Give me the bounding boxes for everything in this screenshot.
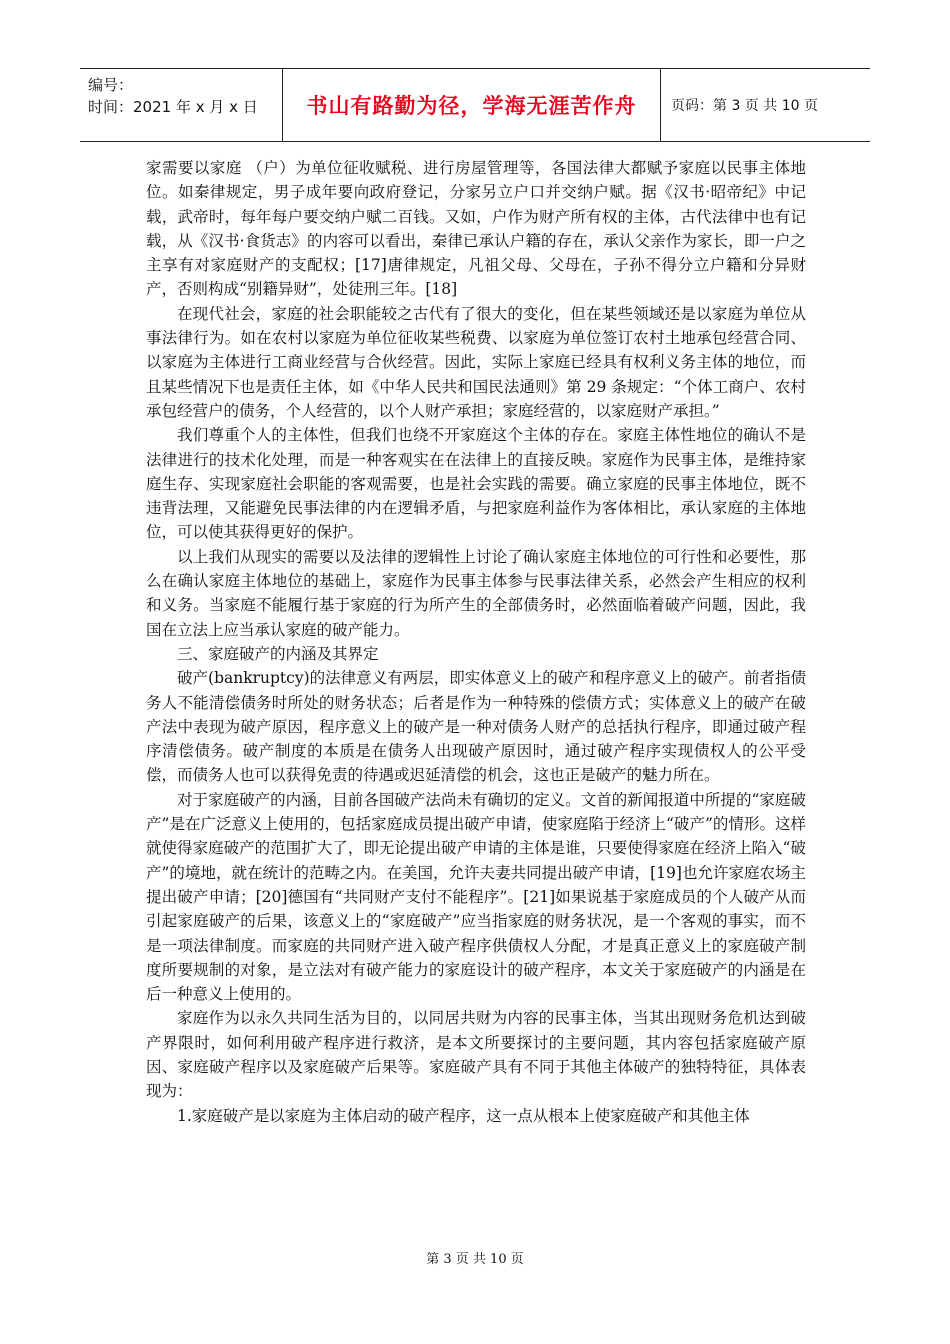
paragraph: 破产(bankruptcy)的法律意义有两层，即实体意义上的破产和程序意义上的破产。前者指债务人不能清偿债务时所处的财务状态；后者是作为一种特殊的偿债方式；实体意义上的破产在破产法中表现为破产原因，程序意义上的破产是一种对债务人财产的总括执行程序，即通过破产程序清偿债务。破产制度的本质是在债务人出现破产原因时，通过破产程序实现债权人的公平受偿，而债务人也可以获得免责的待遇或迟延清偿的机会，这也正是破产的魅力所在。 [146,669,806,785]
header-motto: 书山有路勤为径，学海无涯苦作舟 [283,69,661,141]
paragraph: 在现代社会，家庭的社会职能较之古代有了很大的变化，但在某些领域还是以家庭为单位从事法律行为。如在农村以家庭为单位征收某些税费、以家庭为单位签订农村土地承包经营合同、以家庭为主体进行工商业经营与合伙经营。因此，实际上家庭已经具有权利义务主体的地位，而且某些情况下也是责任主体，如《中华人民共和国民法通则》第 29 条规定：“个体工商户、农村承包经营户的债务，个人经营的，以个人财产承担；家庭经营的，以家庭财产承担。” [146,304,806,420]
page-header [80,68,870,142]
section-heading: 三、家庭破产的内涵及其界定 [177,644,379,663]
page-footer: 第 3 页 共 10 页 [426,1252,524,1267]
paragraph: 1.家庭破产是以家庭为主体启动的破产程序，这一点从根本上使家庭破产和其他主体 [177,1106,750,1125]
paragraph: 家庭作为以永久共同生活为目的，以同居共财为内容的民事主体，当其出现财务危机达到破产界限时，如何利用破产程序进行救济，是本文所要探讨的主要问题，其内容包括家庭破产原因、家庭破产程序以及家庭破产后果等。家庭破产具有不同于其他主体破产的独特特征，具体表现为： [146,1009,806,1101]
doc-date-label: 时间：2021 年 x 月 x 日 [88,98,258,116]
paragraph: 对于家庭破产的内涵，目前各国破产法尚未有确切的定义。文首的新闻报道中所提的“家庭破产”是在广泛意义上使用的，包括家庭成员提出破产申请，使家庭陷于经济上“破产”的情形。这样就使得家庭破产的范围扩大了，即无论提出破产申请的主体是谁，只要使得家庭在经济上陷入“破产”的境地，就在统计的范畴之内。在美国，允许夫妻共同提出破产申请，[19]也允许家庭农场主提出破产申请；[20]德国有“共同财产支付不能程序”。[21]如果说基于家庭成员的个人破产从而引起家庭破产的后果，该意义上的“家庭破产”应当指家庭的财务状况，是一个客观的事实，而不是一项法律制度。而家庭的共同财产进入破产程序供债权人分配，才是真正意义上的家庭破产制度所要规制的对象，是立法对有破产能力的家庭设计的破产程序，本文关于家庭破产的内涵是在后一种意义上使用的。 [146,790,806,1004]
header-meta [80,69,283,141]
paragraph: 家需要以家庭 （户）为单位征收赋税、进行房屋管理等，各国法律大都赋予家庭以民事主体地位。如秦律规定，男子成年要向政府登记，分家另立户口并交纳户赋。据《汉书·昭帝纪》中记载，武帝时，每年每户要交纳户赋二百钱。又如，户作为财产所有权的主体，古代法律中也有记载，从《汉书·食货志》的内容可以看出，秦律已承认户籍的存在，承认父亲作为家长，即一户之主享有对家庭财产的支配权；[17]唐律规定，凡祖父母、父母在，子孙不得分立户籍和分异财产，否则构成“别籍异财”，处徒刑三年。[18] [146,159,806,299]
header-page-number: 页码：第 3 页 共 10 页 [671,98,818,114]
document-body [146,156,806,1128]
paragraph: 以上我们从现实的需要以及法律的逻辑性上讨论了确认家庭主体地位的可行性和必要性，那么在确认家庭主体地位的基础上，家庭作为民事主体参与民事法律关系，必然会产生相应的权利和义务。当家庭不能履行基于家庭的行为所产生的全部债务时，必然面临着破产问题，因此，我国在立法上应当承认家庭的破产能力。 [146,547,806,639]
doc-number-label: 编号： [88,76,134,94]
paragraph: 我们尊重个人的主体性，但我们也绕不开家庭这个主体的存在。家庭主体性地位的确认不是法律进行的技术化处理，而是一种客观实在在法律上的直接反映。家庭作为民事主体，是维持家庭生存、实现家庭社会职能的客观需要，也是社会实践的需要。确立家庭的民事主体地位，既不违背法理，又能避免民事法律的内在逻辑矛盾，与把家庭利益作为客体相比，承认家庭的主体地位，可以使其获得更好的保护。 [146,426,806,542]
